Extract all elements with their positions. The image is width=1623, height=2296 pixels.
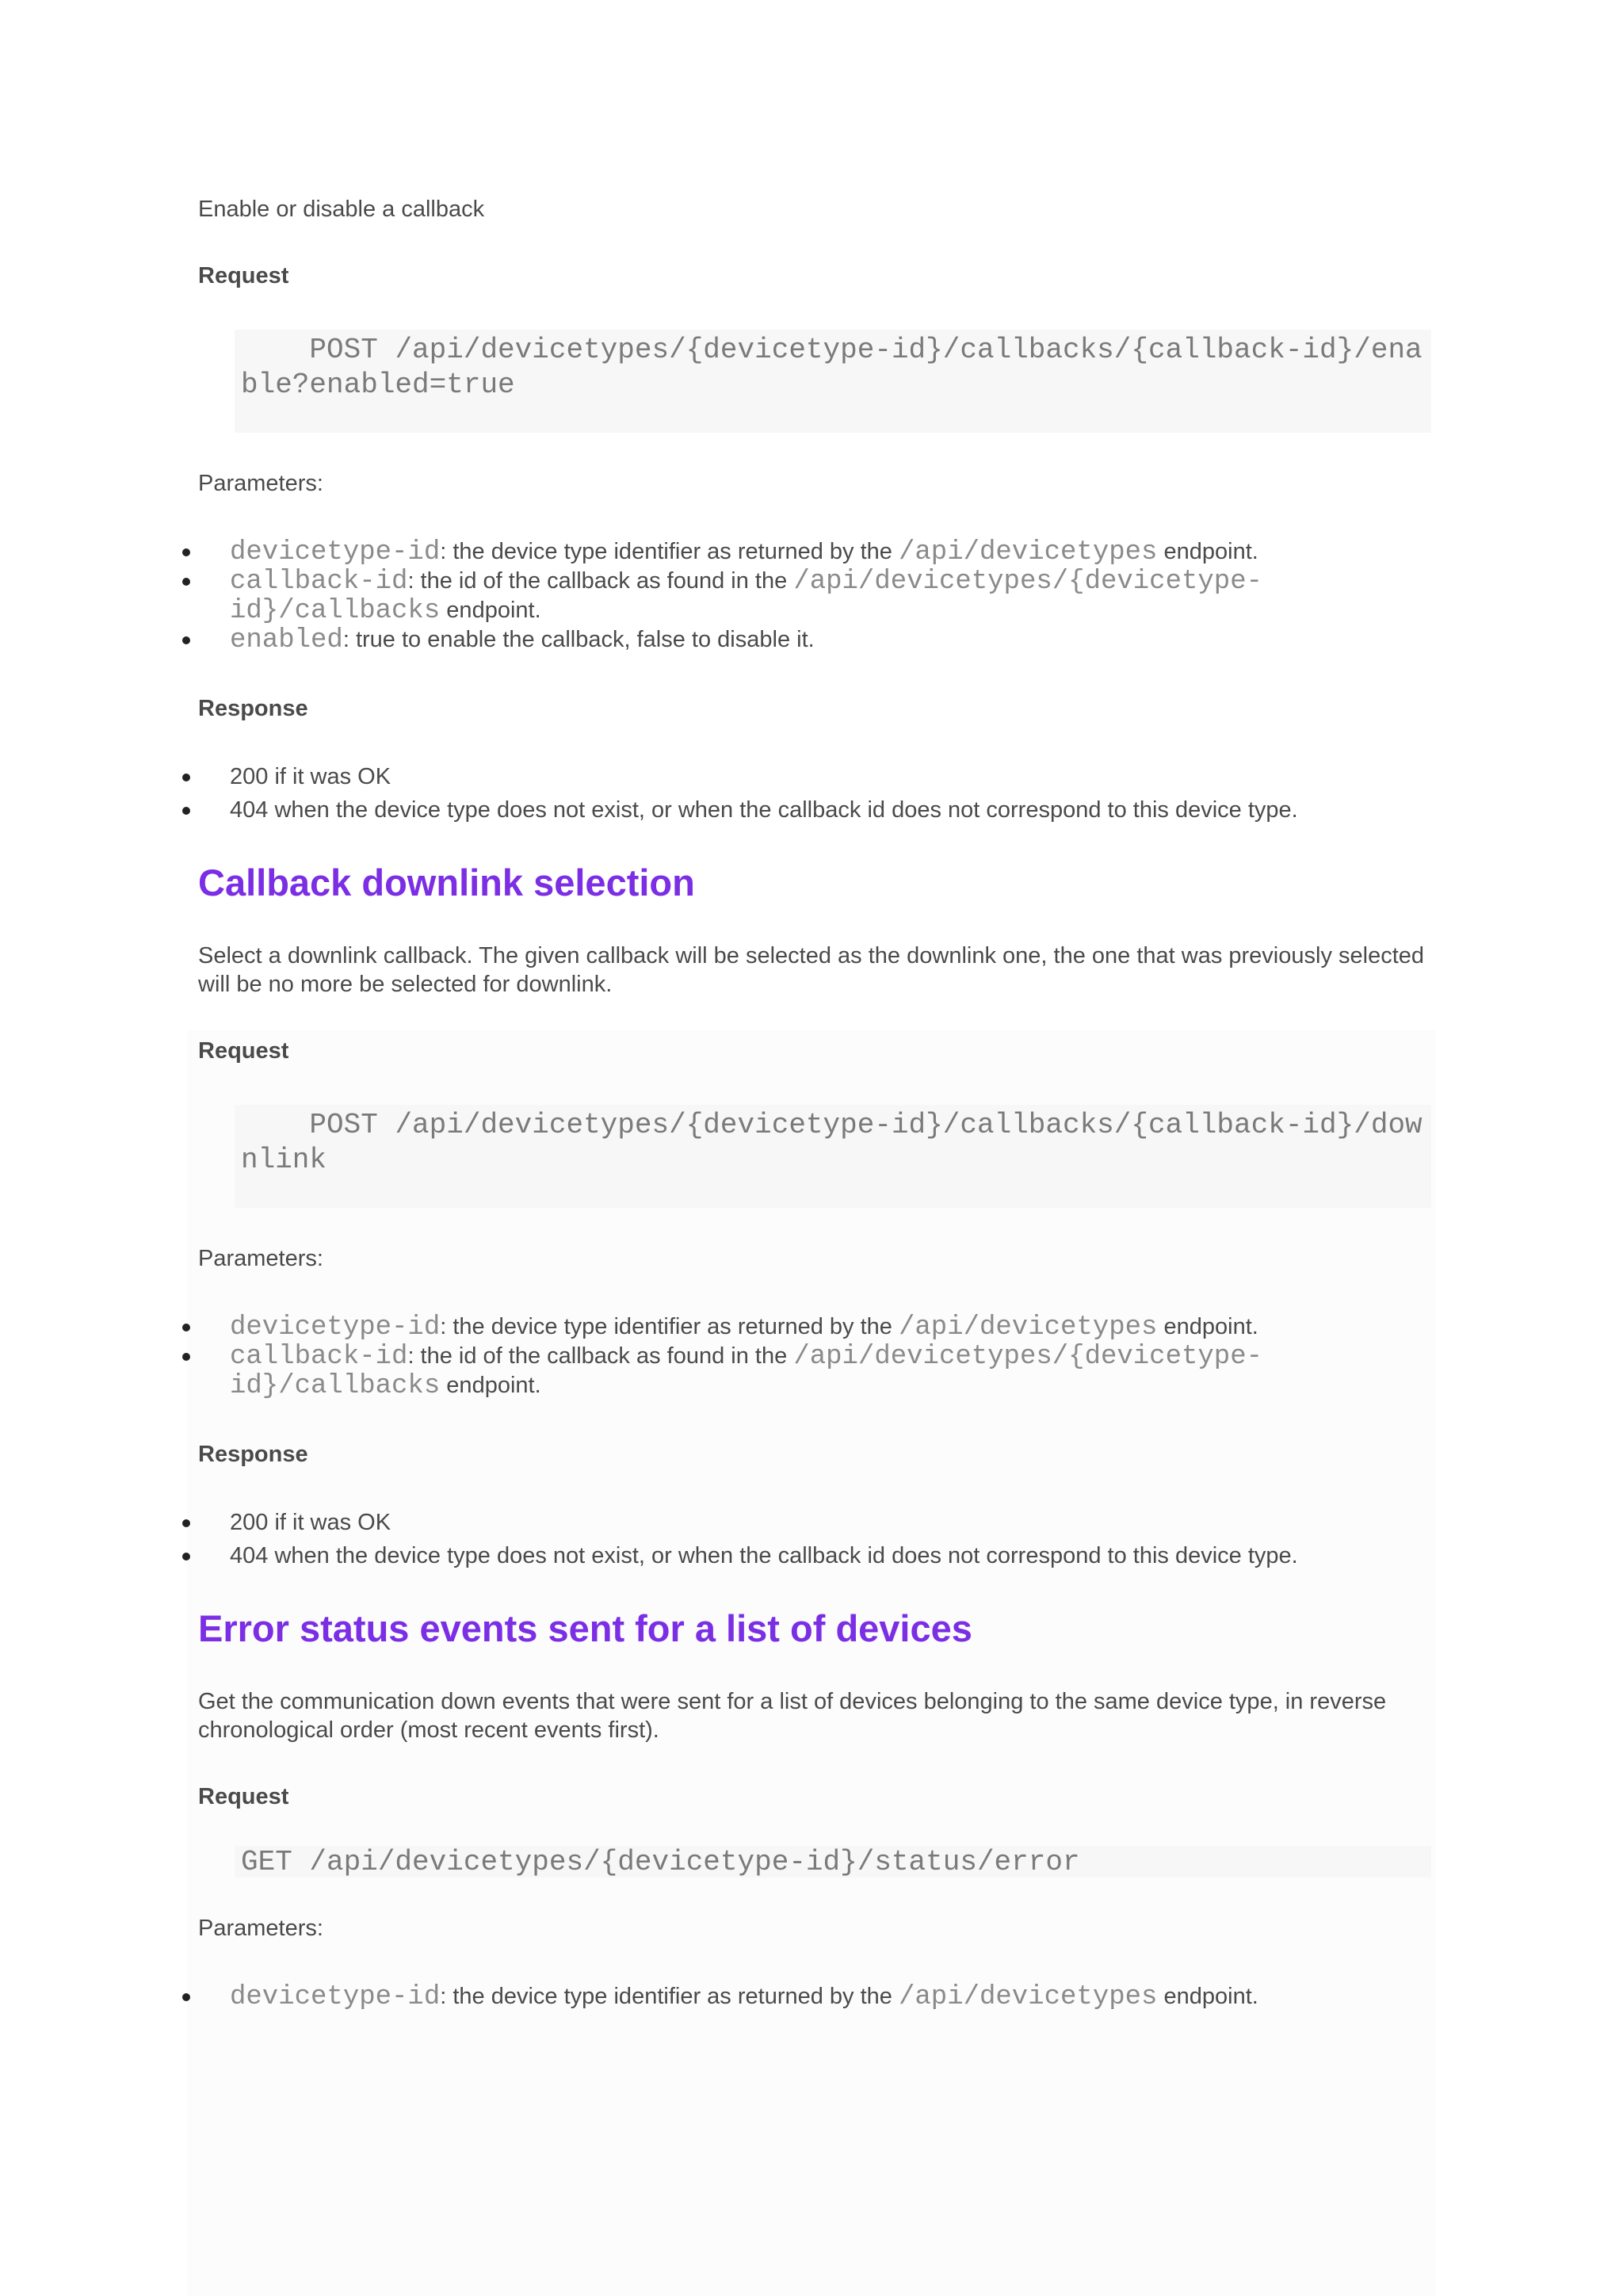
list-item: devicetype-id: the device type identifier as returned by the /api/devicetypes endpoint. <box>198 1982 1434 2011</box>
section1-params-label: Parameters: <box>198 471 323 496</box>
list-item: callback-id: the id of the callback as found in the /api/devicetypes/{devicetype-id}/callbacks endpoint. <box>198 1342 1339 1400</box>
list-item: devicetype-id: the device type identifier as returned by the /api/devicetypes endpoint. <box>198 1312 1434 1342</box>
section2-intro: Select a downlink callback. The given callback will be selected as the downlink one, the one that was previously selected will be no more be selected for downlink. <box>198 943 1425 997</box>
list-item: enabled: true to enable the callback, false to disable it. <box>198 625 1434 655</box>
content-column <box>198 195 1434 2011</box>
section2-params-label: Parameters: <box>198 1246 323 1271</box>
section3-intro: Get the communication down events that were sent for a list of devices belonging to the same device type, in reverse chronological order (most recent events first). <box>198 1689 1387 1743</box>
section2-request-code: POST /api/devicetypes/{devicetype-id}/callbacks/{callback-id}/downlink <box>235 1105 1431 1208</box>
section2-params-list <box>198 1312 1434 1400</box>
section1-intro: Enable or disable a callback <box>198 197 485 222</box>
section3-request-code: GET /api/devicetypes/{devicetype-id}/status/error <box>235 1846 1431 1878</box>
section1-params-list <box>198 537 1434 655</box>
section1-request-label: Request <box>198 263 289 288</box>
section3-request-label: Request <box>198 1784 289 1809</box>
list-item: 200 if it was OK <box>198 762 1434 791</box>
list-item: callback-id: the id of the callback as found in the /api/devicetypes/{devicetype-id}/callbacks endpoint. <box>198 567 1339 625</box>
section2-request-label: Request <box>198 1038 289 1064</box>
section3-params-list <box>198 1982 1434 2011</box>
section3-params-label: Parameters: <box>198 1916 323 1941</box>
list-item: 200 if it was OK <box>198 1508 1434 1537</box>
section2-heading: Callback downlink selection <box>198 861 695 904</box>
section3-heading: Error status events sent for a list of devices <box>198 1607 972 1649</box>
section1-response-list <box>198 762 1434 824</box>
section2-response-list <box>198 1508 1434 1570</box>
list-item: 404 when the device type does not exist, or when the callback id does not correspond to this device type. <box>198 1541 1434 1570</box>
section2-response-label: Response <box>198 1442 308 1467</box>
section1-response-label: Response <box>198 696 308 721</box>
list-item: 404 when the device type does not exist, or when the callback id does not correspond to this device type. <box>198 796 1434 824</box>
section1-request-code: POST /api/devicetypes/{devicetype-id}/callbacks/{callback-id}/enable?enabled=true <box>235 330 1431 433</box>
list-item: devicetype-id: the device type identifier as returned by the /api/devicetypes endpoint. <box>198 537 1434 567</box>
